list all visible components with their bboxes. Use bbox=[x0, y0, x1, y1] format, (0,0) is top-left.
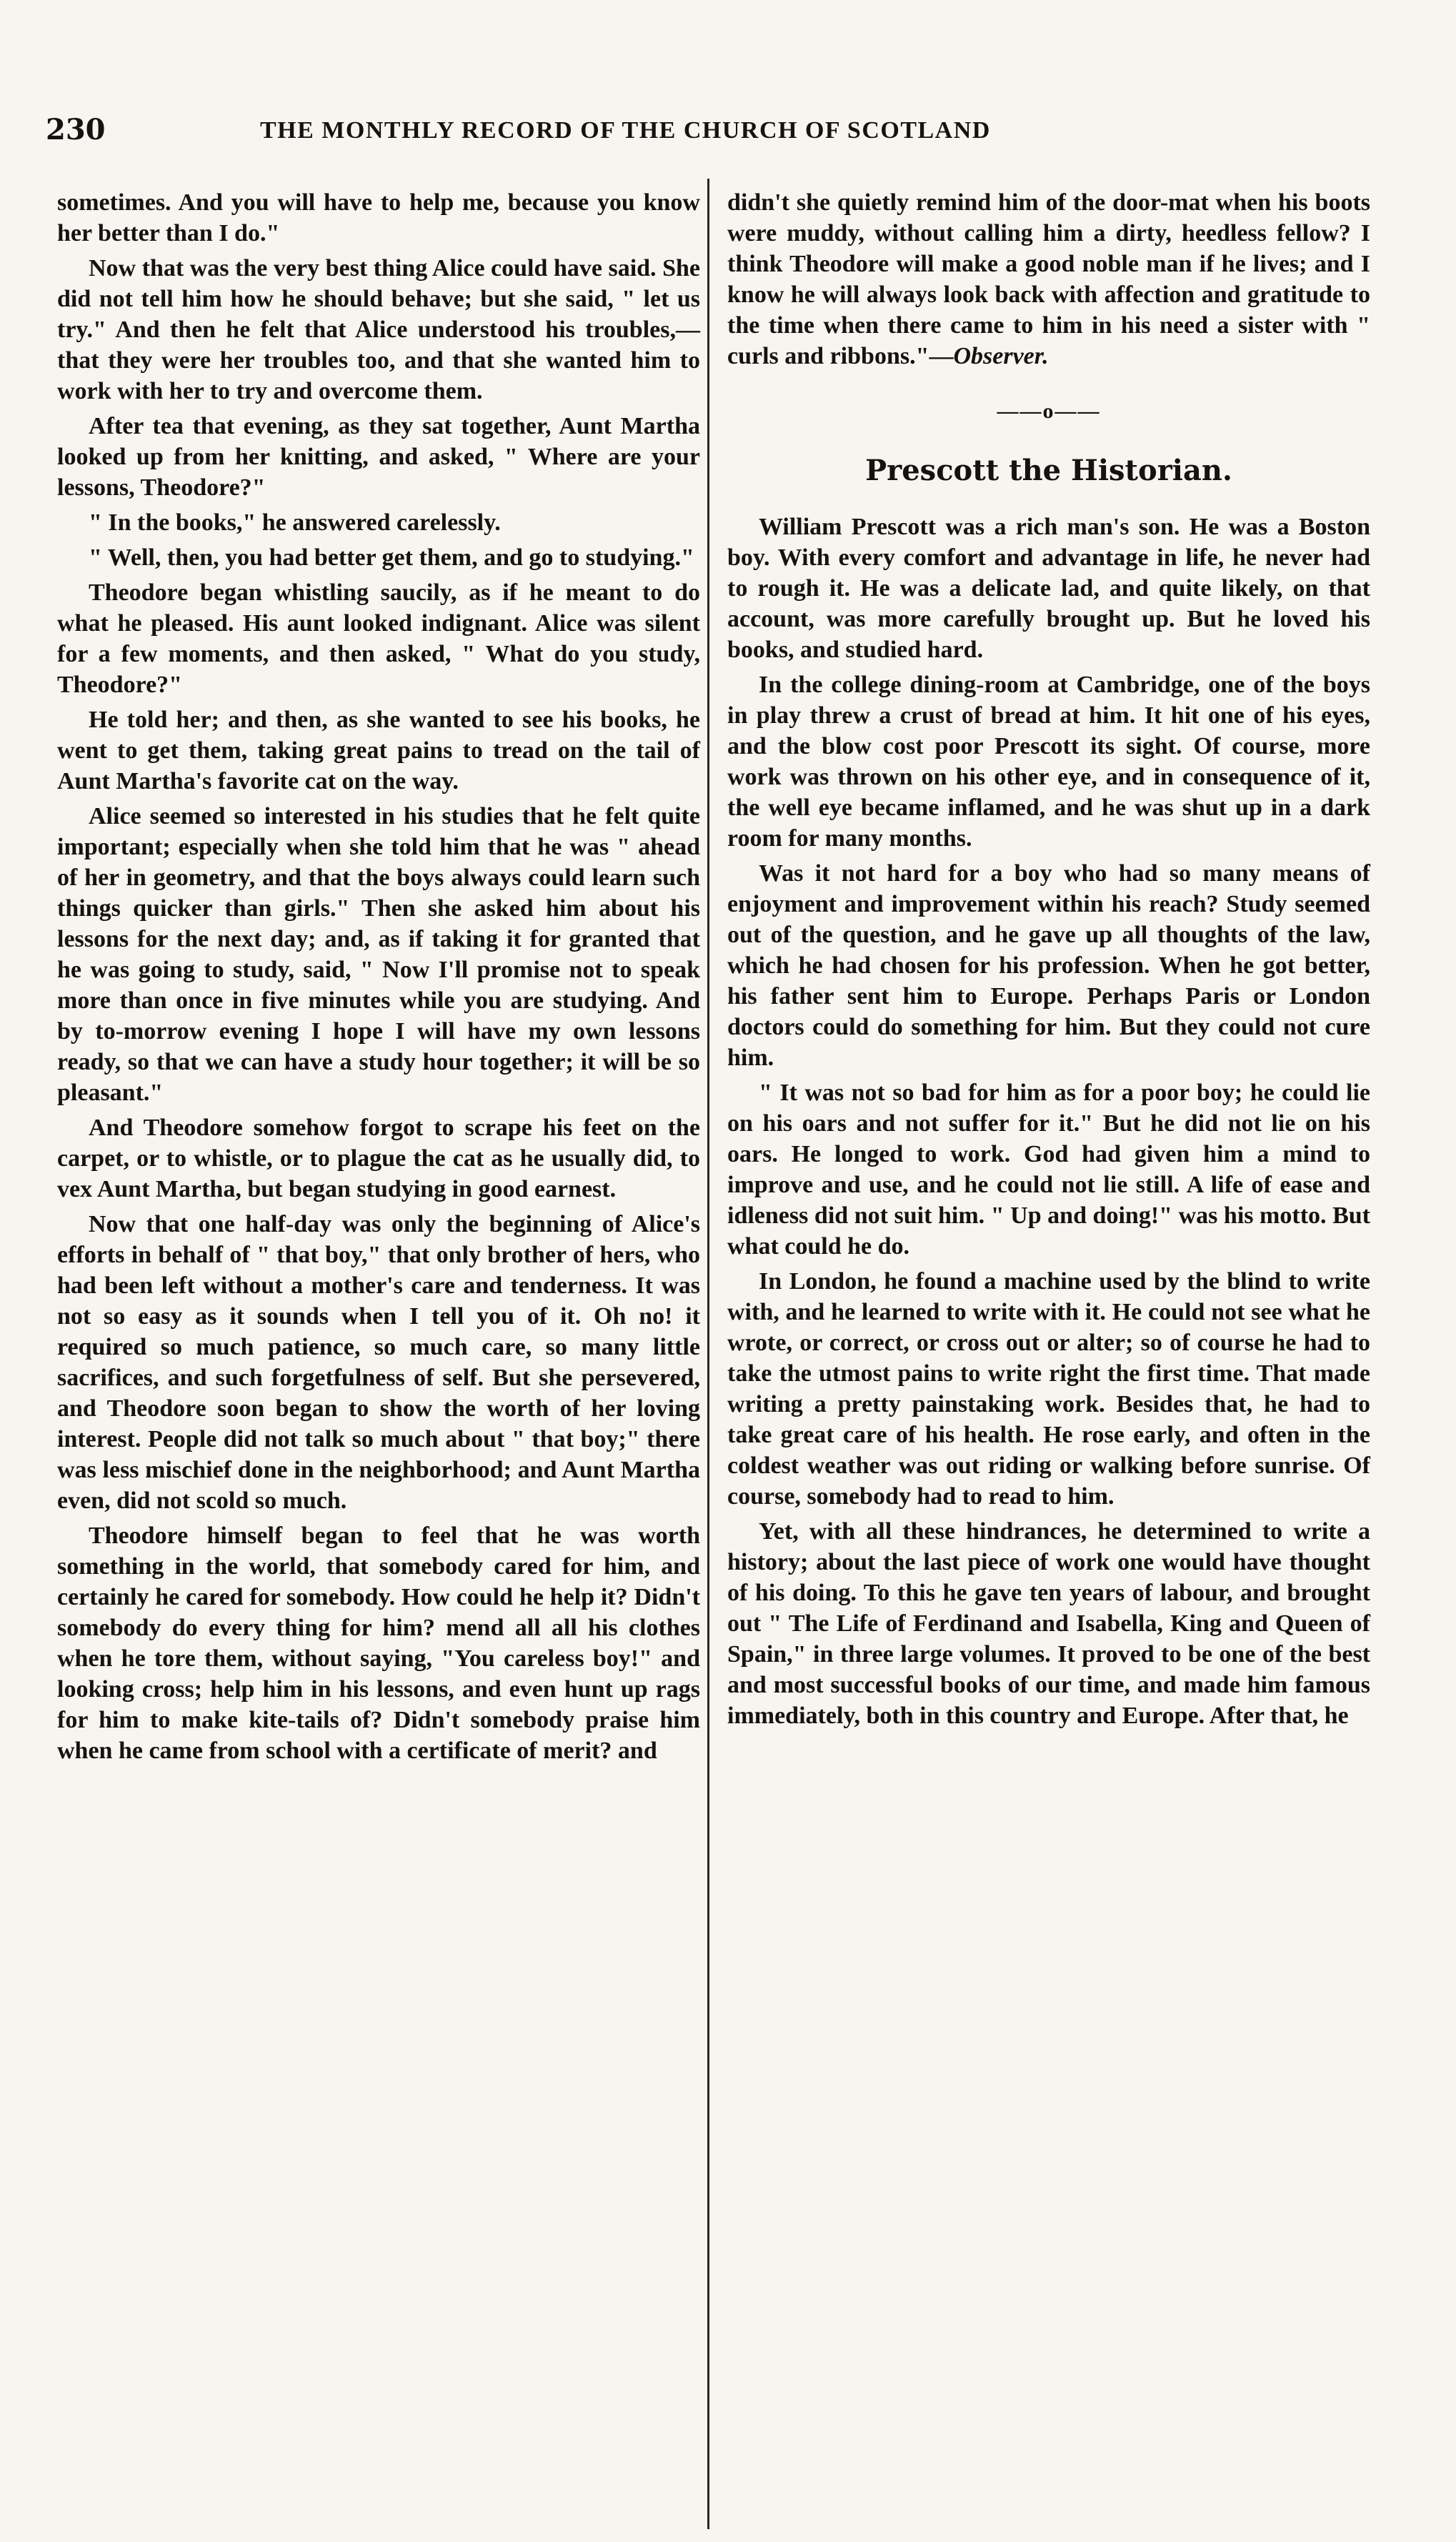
paragraph: William Prescott was a rich man's son. He was a Boston boy. With every comfort and advantage in life, he never had to rough it. He was a delicate lad, and quite likely, on that account, was more carefully brought up. But he loved his books, and studied hard. bbox=[727, 514, 1370, 663]
paragraph: " Well, then, you had better get them, and go to studying." bbox=[89, 544, 694, 571]
paragraph: Now that one half-day was only the beginning of Alice's efforts in behalf of " that boy," that only brother of hers, who had been left without a mother's care and tenderness. It was not so easy as it sounds when I tell you of it. Oh no! it required so much patience, so much care, so many little sacrifices, and such forgetfulness of self. But she persevered, and Theodore soon began to show the worth of her loving interest. People did not talk so much about " that boy;" there was less mischief done in the neighborhood; and Aunt Martha even, did not scold so much. bbox=[57, 1211, 700, 1514]
running-head: THE MONTHLY RECORD OF THE CHURCH OF SCOTLAND bbox=[260, 117, 991, 144]
column-rule bbox=[707, 179, 709, 2529]
paragraph: In the college dining-room at Cambridge, one of the boys in play threw a crust of bread at him. It hit one of his eyes, and the blow cost poor Prescott its sight. Of course, more work was thrown on his other eye, and in consequence of it, the well eye became inflamed, and he was shut up in a dark room for many months. bbox=[727, 672, 1370, 852]
paragraph: He told her; and then, as she wanted to see his books, he went to get them, taking great pains to tread on the tail of Aunt Martha's favorite cat on the way. bbox=[57, 707, 700, 794]
continuation-paragraph bbox=[727, 187, 1370, 372]
paragraph: Was it not hard for a boy who had so many means of enjoyment and improvement within his reach? Study seemed out of the question, and he gave up all thoughts of the law, which he had chosen for his profession. When he got better, his father sent him to Europe. Perhaps Paris or London doctors could do something for him. But they could not cure him. bbox=[727, 860, 1370, 1071]
paragraph: Now that was the very best thing Alice could have said. She did not tell him how he should behave; but she said, " let us try." And then he felt that Alice understood his troubles,—that they were her troubles too, and that she wanted him to work with her to try and overcome them. bbox=[57, 255, 700, 404]
right-column bbox=[727, 187, 1370, 2523]
paragraph: Theodore began whistling saucily, as if he meant to do what he pleased. His aunt looked indignant. Alice was silent for a few moments, and then asked, " What do you study, Theodore?" bbox=[57, 579, 700, 698]
paragraph: Yet, with all these hindrances, he determined to write a history; about the last piece of work one would have thought of his doing. To this he gave ten years of labour, and brought out " The Life of Ferdinand and Isabella, King and Queen of Spain," in three large volumes. It proved to be one of the best and most successful books of our time, and made him famous immediately, both in this country and Europe. After that, he bbox=[727, 1518, 1370, 1729]
paragraph: " In the books," he answered carelessly. bbox=[89, 509, 501, 536]
continuation-text: didn't she quietly remind him of the door-mat when his boots were muddy, without calling him a dirty, heedless fellow? I think Theodore will make a good noble man if he lives; and I know he will always look back with affection and gratitude to the time when there came to him in his need a sister with " curls and ribbons."— bbox=[727, 189, 1370, 369]
signature: Observer. bbox=[953, 343, 1049, 369]
article-title: Prescott the Historian. bbox=[865, 454, 1232, 487]
section-divider: ——o—— bbox=[997, 399, 1101, 423]
paragraph: Alice seemed so interested in his studies that he felt quite important; especially when she told him that he was " ahead of her in geometry, and that the boys always could learn such things quicker than girls." Then she asked him about his lessons for the next day; and, as if taking it for granted that he was going to study, said, " Now I'll promise not to speak more than once in five minutes while you are studying. And by to-morrow evening I hope I will have my own lessons ready, so that we can have a study hour together; it will be so pleasant." bbox=[57, 803, 700, 1106]
paragraph: After tea that evening, as they sat together, Aunt Martha looked up from her knitting, and asked, " Where are your lessons, Theodore?" bbox=[57, 413, 700, 501]
left-column bbox=[57, 187, 700, 2523]
page-number: 230 bbox=[46, 113, 106, 146]
paragraph: sometimes. And you will have to help me, because you know her better than I do." bbox=[57, 189, 700, 246]
page-header bbox=[46, 113, 1389, 159]
paragraph: Theodore himself began to feel that he was worth something in the world, that somebody cared for him, and certainly he cared for somebody. How could he help it? Didn't somebody do every thing for him? mend all all his clothes when he tore them, without saying, "You careless boy!" and looking cross; help him in his lessons, and even hunt up rags for him to make kite-tails of? Didn't somebody praise him when he came from school with a certificate of merit? and bbox=[57, 1522, 700, 1764]
paragraph: And Theodore somehow forgot to scrape his feet on the carpet, or to whistle, or to plague the cat as he usually did, to vex Aunt Martha, but began studying in good earnest. bbox=[57, 1115, 700, 1202]
paragraph: In London, he found a machine used by the blind to write with, and he learned to write with it. He could not see what he wrote, or correct, or cross out or alter; so of course he had to take the utmost pains to write right the first time. That made writing a pretty painstaking work. Besides that, he had to take great care of his health. He rose early, and often in the coldest weather was out riding or walking before sunrise. Of course, somebody had to read to him. bbox=[727, 1268, 1370, 1510]
paragraph: " It was not so bad for him as for a poor boy; he could lie on his oars and not suffer for it." But he did not lie on his oars. He longed to work. God had given him a mind to improve and use, and he could not lie still. A life of ease and idleness did not suit him. " Up and doing!" was his motto. But what could he do. bbox=[727, 1080, 1370, 1260]
